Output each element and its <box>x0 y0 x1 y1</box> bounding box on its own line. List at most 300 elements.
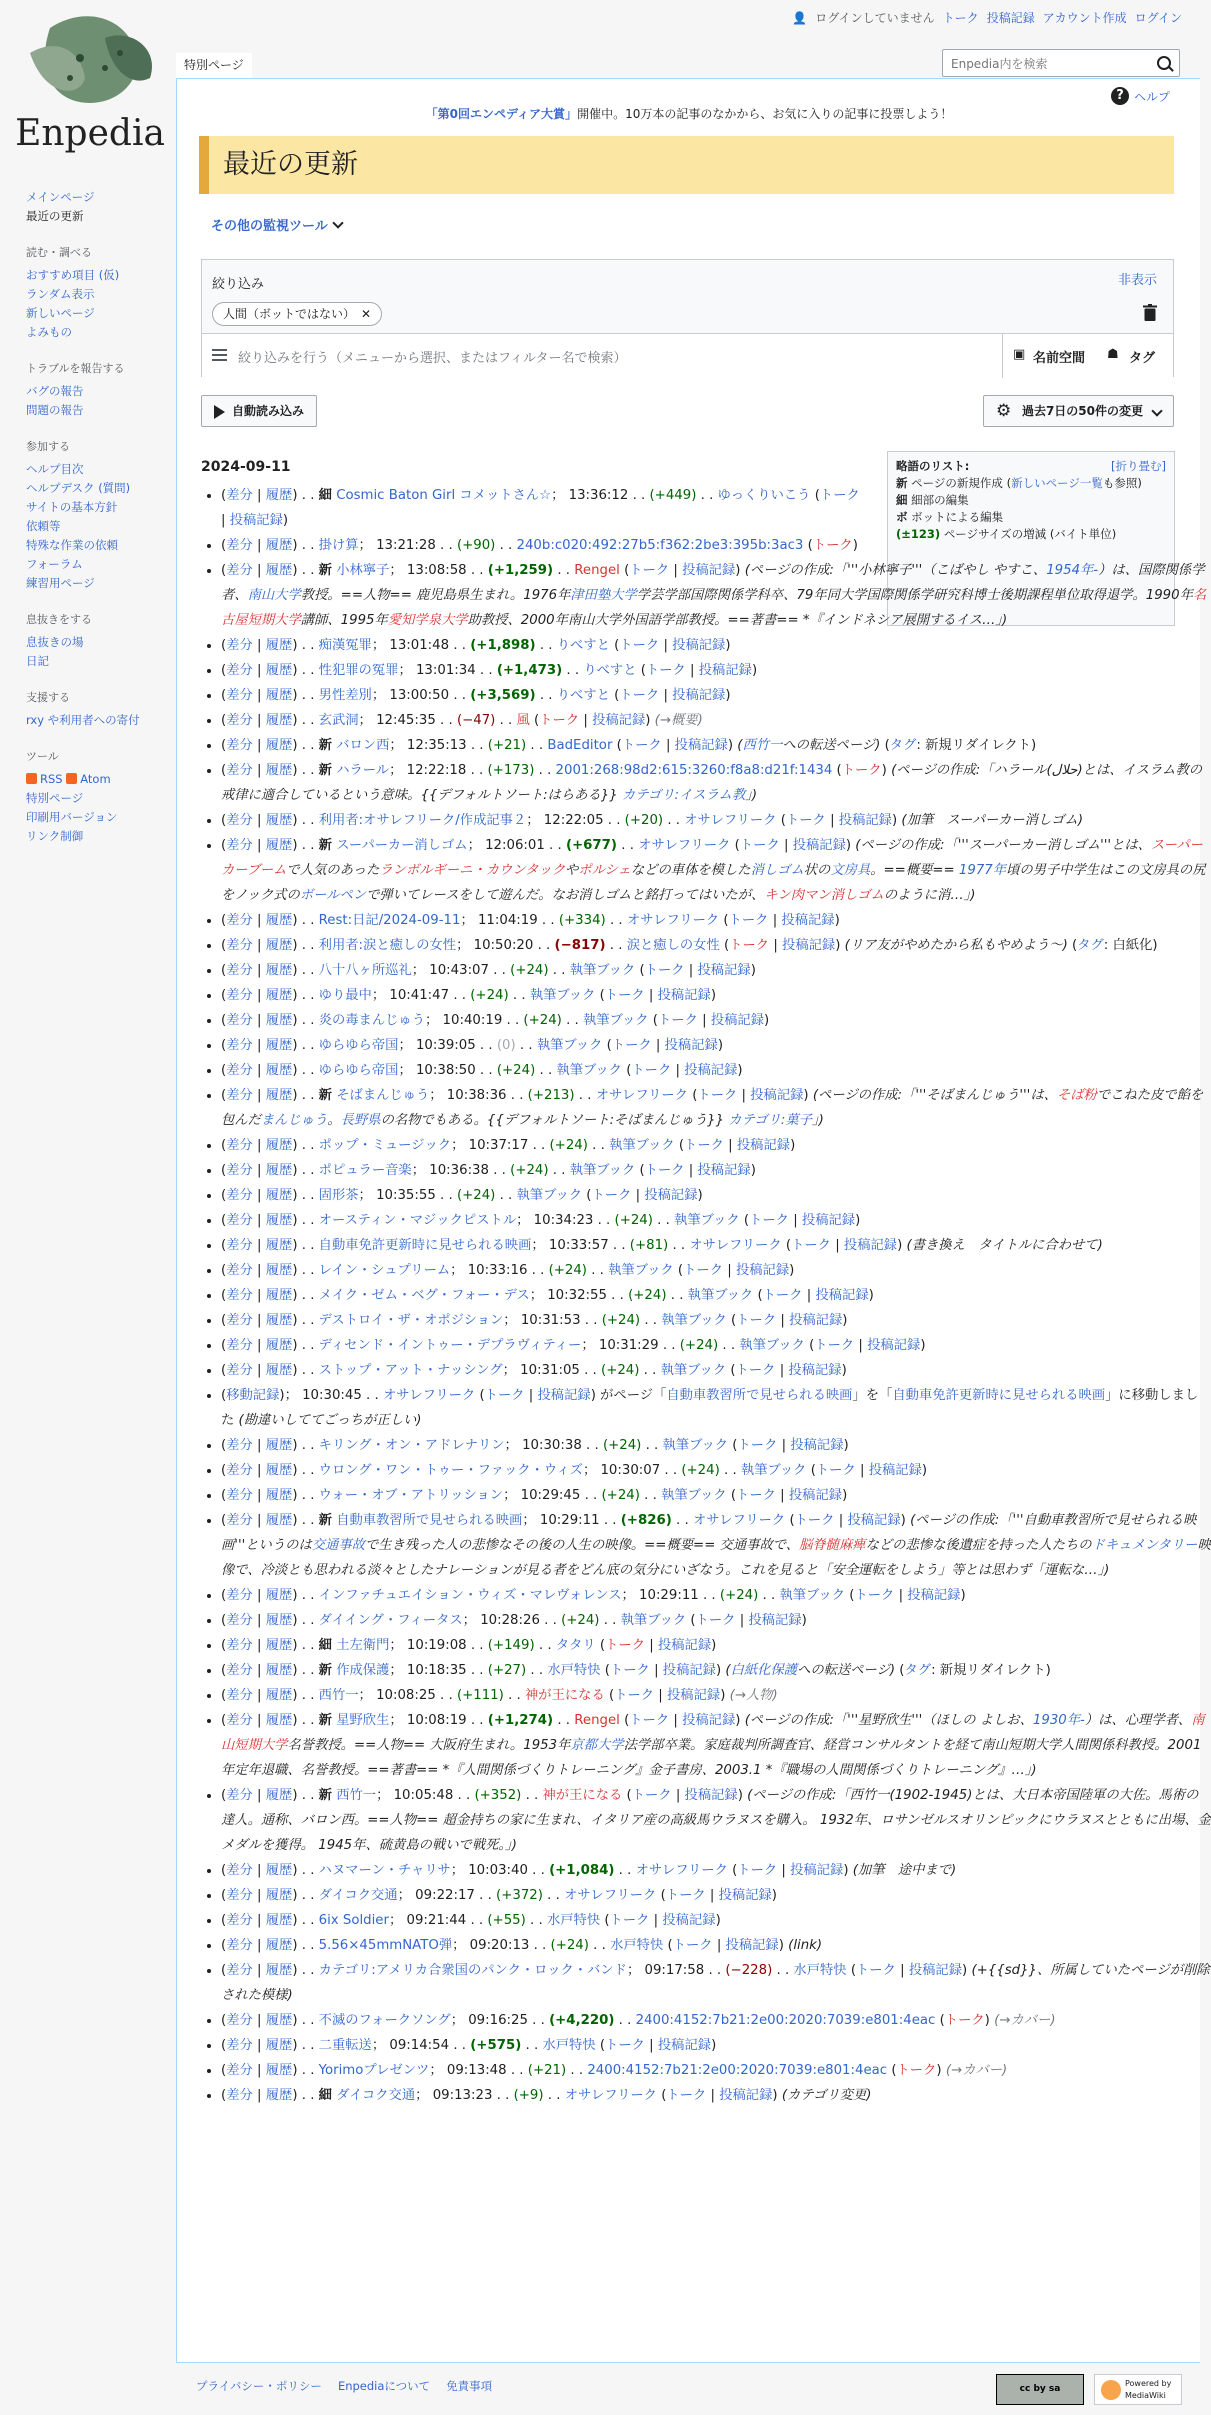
change-link[interactable]: ドキュメンタリー <box>1091 1538 1198 1553</box>
change-link[interactable]: 投稿記録 <box>229 513 283 528</box>
change-link[interactable]: 投稿記録 <box>789 1313 843 1328</box>
change-link[interactable]: 執筆ブック <box>661 1313 727 1328</box>
change-link[interactable]: トーク <box>854 1588 895 1603</box>
change-link[interactable]: トーク <box>672 1938 713 1953</box>
menu-icon[interactable] <box>212 349 227 361</box>
change-link[interactable]: 履歴 <box>265 1588 293 1603</box>
change-link[interactable]: 投稿記録 <box>657 1638 712 1653</box>
change-link[interactable]: 履歴 <box>265 2088 293 2103</box>
change-link[interactable]: 履歴 <box>265 1313 293 1328</box>
change-link[interactable]: トーク <box>737 1863 778 1878</box>
change-link[interactable]: 差分 <box>226 813 253 828</box>
change-link[interactable]: 西竹一 <box>318 1688 359 1703</box>
sidebar-item-new-pages[interactable]: 新しいページ <box>26 306 95 320</box>
change-link[interactable]: トーク <box>644 1163 685 1178</box>
new-pages-link[interactable]: 新しいページ一覧 <box>1011 476 1103 490</box>
change-link[interactable]: オサレフリーク <box>382 1388 476 1403</box>
change-link[interactable]: デストロイ・ザ・オポジション <box>318 1313 504 1328</box>
change-link[interactable]: 履歴 <box>265 813 293 828</box>
change-link[interactable]: 履歴 <box>265 1038 293 1053</box>
change-link[interactable]: トーク <box>749 1213 789 1228</box>
change-link[interactable]: 差分 <box>226 538 253 553</box>
change-link[interactable]: 履歴 <box>265 1263 293 1278</box>
change-link[interactable]: トーク <box>621 738 662 753</box>
change-link[interactable]: ディセンド・イントゥー・デプラヴィティー <box>318 1338 582 1353</box>
change-link[interactable]: キリング・オン・アドレナリン <box>318 1438 505 1453</box>
change-link[interactable]: 長野県 <box>340 1113 381 1128</box>
change-link[interactable]: 投稿記録 <box>697 1163 751 1178</box>
search-box[interactable] <box>942 49 1180 77</box>
change-link[interactable]: トーク <box>739 838 780 853</box>
change-link[interactable]: トーク <box>619 688 660 703</box>
change-link[interactable]: りべすと <box>583 663 637 678</box>
change-link[interactable]: トーク <box>631 1788 672 1803</box>
change-link[interactable]: 投稿記録 <box>748 1613 802 1628</box>
change-link[interactable]: 執筆ブック <box>569 963 636 978</box>
change-link[interactable]: オサレフリーク <box>626 913 720 928</box>
change-link[interactable]: オサレフリーク <box>689 1238 782 1253</box>
hide-filters-link[interactable]: 非表示 <box>1117 273 1157 288</box>
change-link[interactable]: まんじゅう <box>260 1113 328 1128</box>
namespace-button[interactable]: 名前空間 <box>1033 351 1086 366</box>
change-link[interactable]: ダイコク交通 <box>318 1888 398 1903</box>
change-link[interactable]: 南山大学 <box>247 588 301 603</box>
change-link[interactable]: トーク <box>791 1238 831 1253</box>
change-link[interactable]: りべすと <box>556 688 610 703</box>
change-link[interactable]: ウォー・オブ・アトリッション <box>318 1488 504 1503</box>
change-link[interactable]: 交通事故 <box>311 1538 365 1553</box>
help-link[interactable] <box>1111 87 1170 105</box>
change-link[interactable]: トーク <box>657 1013 698 1028</box>
change-link[interactable]: 投稿記録 <box>662 1913 716 1928</box>
change-link[interactable]: トーク <box>815 1463 856 1478</box>
change-link[interactable]: 履歴 <box>265 538 293 553</box>
change-link[interactable]: 執筆ブック <box>620 1613 687 1628</box>
change-link[interactable]: 差分 <box>226 1063 253 1078</box>
change-link[interactable]: 履歴 <box>265 1513 293 1528</box>
change-link[interactable]: 差分 <box>226 938 253 953</box>
change-link[interactable]: 執筆ブック <box>779 1588 846 1603</box>
change-link[interactable]: 差分 <box>226 1313 253 1328</box>
change-link[interactable]: 投稿記録 <box>781 913 835 928</box>
change-link[interactable]: 掛け算 <box>318 538 359 553</box>
change-link[interactable]: 執筆ブック <box>740 1463 807 1478</box>
change-link[interactable]: トーク <box>736 1313 777 1328</box>
change-link[interactable]: 履歴 <box>265 1438 293 1453</box>
change-link[interactable]: 差分 <box>226 988 253 1003</box>
change-link[interactable]: 投稿記録 <box>719 2088 773 2103</box>
change-link[interactable]: 執筆ブック <box>662 1438 729 1453</box>
change-link[interactable]: ハラール <box>336 763 390 778</box>
change-link[interactable]: トーク <box>683 1263 724 1278</box>
change-link[interactable]: 差分 <box>226 1863 253 1878</box>
change-link[interactable]: オサレフリーク <box>692 1513 786 1528</box>
change-link[interactable]: 投稿記録 <box>788 1363 842 1378</box>
change-link[interactable]: トーク <box>762 1288 803 1303</box>
change-link[interactable]: 差分 <box>226 688 253 703</box>
sidebar-item-helpdesk[interactable]: ヘルプデスク (質問) <box>26 481 131 495</box>
watch-tools-menu[interactable] <box>211 215 342 234</box>
change-link[interactable]: 履歴 <box>265 938 293 953</box>
change-link[interactable]: 水戸特快 <box>793 1963 847 1978</box>
change-link[interactable]: 執筆ブック <box>674 1213 740 1228</box>
change-link[interactable]: 差分 <box>226 1463 253 1478</box>
change-link[interactable]: ゆらゆら帝国 <box>318 1038 399 1053</box>
change-link[interactable]: 1977年 <box>958 863 1007 878</box>
change-link[interactable]: 投稿記録 <box>698 663 752 678</box>
change-link[interactable]: 固形茶 <box>318 1188 359 1203</box>
change-link[interactable]: 差分 <box>226 1663 253 1678</box>
change-link[interactable]: ハヌマーン・チャリサ <box>318 1863 451 1878</box>
change-link[interactable]: 履歴 <box>265 1463 293 1478</box>
sidebar-item-random[interactable]: ランダム表示 <box>26 287 95 301</box>
change-link[interactable]: 差分 <box>226 1788 253 1803</box>
change-link[interactable]: 投稿記録 <box>790 1438 844 1453</box>
change-link[interactable]: 自動車教習所で見せられる映画 <box>666 1388 853 1403</box>
change-link[interactable]: トーク <box>609 1663 650 1678</box>
change-link[interactable]: 執筆ブック <box>608 1263 674 1278</box>
change-link[interactable]: 差分 <box>226 1638 253 1653</box>
change-link[interactable]: トーク <box>735 1363 776 1378</box>
change-link[interactable]: 痴漢冤罪 <box>318 638 372 653</box>
sidebar-item-link-control[interactable]: リンク制御 <box>26 829 84 843</box>
footer-about-link[interactable]: Enpediaについて <box>337 2379 431 2393</box>
change-link[interactable]: 差分 <box>226 1138 253 1153</box>
sidebar-item-rest-place[interactable]: 息抜きの場 <box>26 635 84 649</box>
change-link[interactable]: 履歴 <box>265 1213 293 1228</box>
change-link[interactable]: 白紙化保護 <box>730 1663 798 1678</box>
sidebar-item-main-page[interactable]: メインページ <box>26 190 95 204</box>
change-link[interactable]: トーク <box>697 1088 738 1103</box>
change-link[interactable]: 自動車教習所で見せられる映画 <box>336 1513 523 1528</box>
change-link[interactable]: 投稿記録 <box>682 563 736 578</box>
change-link[interactable]: 履歴 <box>265 1138 293 1153</box>
change-link[interactable]: 執筆ブック <box>536 1038 603 1053</box>
sidebar-item-readings[interactable]: よみもの <box>26 325 72 339</box>
change-link[interactable]: タタリ <box>555 1638 596 1653</box>
sidebar-item-print[interactable]: 印刷用バージョン <box>26 810 118 824</box>
change-link[interactable]: 5.56×45mmNATO弾 <box>318 1938 453 1953</box>
sidebar-item-recent-changes[interactable]: 最近の更新 <box>26 209 84 223</box>
change-link[interactable]: 差分 <box>226 838 253 853</box>
change-link[interactable]: 投稿記録 <box>537 1388 591 1403</box>
change-link[interactable]: オサレフリーク <box>564 1888 657 1903</box>
change-link[interactable]: バロン西 <box>336 738 390 753</box>
change-link[interactable]: 水戸特快 <box>546 1913 601 1928</box>
change-link[interactable]: 履歴 <box>265 1363 293 1378</box>
change-link[interactable]: トーク <box>665 1888 706 1903</box>
change-link[interactable]: 履歴 <box>265 2063 293 2078</box>
change-link[interactable]: トーク <box>737 1438 778 1453</box>
change-link[interactable]: 履歴 <box>265 1088 293 1103</box>
change-link[interactable]: 履歴 <box>265 1163 293 1178</box>
change-link[interactable]: 男性差別 <box>318 688 372 703</box>
change-link[interactable]: 差分 <box>226 1688 253 1703</box>
change-link[interactable]: 投稿記録 <box>710 1013 764 1028</box>
change-link[interactable]: 執筆ブック <box>556 1063 622 1078</box>
change-link[interactable]: トーク <box>614 1688 655 1703</box>
change-link[interactable]: 投稿記録 <box>847 1513 901 1528</box>
change-link[interactable]: トーク <box>605 2038 645 2053</box>
change-link[interactable]: 履歴 <box>265 1963 293 1978</box>
change-link[interactable]: 投稿記録 <box>684 1063 738 1078</box>
change-link[interactable]: 文房具 <box>830 863 871 878</box>
sidebar-item-featured[interactable]: おすすめ項目 (仮) <box>26 268 120 282</box>
change-link[interactable]: Rest:日記/2024-09-11 <box>318 913 461 928</box>
change-link[interactable]: 投稿記録 <box>718 1888 772 1903</box>
change-link[interactable]: 利用者:オサレフリーク/作成記事２ <box>318 813 527 828</box>
filter-chip-human[interactable] <box>212 302 382 326</box>
change-link[interactable]: 水戸特快 <box>542 2038 596 2053</box>
change-link[interactable]: 履歴 <box>265 913 293 928</box>
change-link[interactable]: トーク <box>609 1913 650 1928</box>
sidebar-item-special-requests[interactable]: 特殊な作業の依頼 <box>26 538 118 552</box>
change-link[interactable]: 差分 <box>226 2063 253 2078</box>
change-link[interactable]: 差分 <box>226 1713 253 1728</box>
change-link[interactable]: 執筆ブック <box>661 1488 727 1503</box>
change-link[interactable]: 履歴 <box>265 1188 293 1203</box>
search-input[interactable] <box>949 51 1153 77</box>
change-link[interactable]: トーク <box>666 2088 707 2103</box>
change-link[interactable]: 差分 <box>226 1013 253 1028</box>
change-link[interactable]: 差分 <box>226 638 253 653</box>
change-link[interactable]: 投稿記録 <box>644 1188 698 1203</box>
change-link[interactable]: スーパーカー消しゴム <box>336 838 468 853</box>
change-link[interactable]: レイン・シュプリーム <box>318 1263 451 1278</box>
change-link[interactable]: ゆり最中 <box>318 988 372 1003</box>
change-link[interactable]: 投稿記録 <box>697 963 751 978</box>
trash-icon[interactable] <box>1143 304 1157 321</box>
change-link[interactable]: 利用者:涙と癒しの女性 <box>318 938 457 953</box>
change-link[interactable]: 西竹一 <box>742 738 783 753</box>
change-link[interactable]: タグ <box>1077 938 1104 953</box>
change-link[interactable]: 差分 <box>226 1263 253 1278</box>
change-link[interactable]: ストップ・アット・ナッシング <box>318 1363 503 1378</box>
change-link[interactable]: 履歴 <box>265 1688 293 1703</box>
change-link[interactable]: 履歴 <box>265 2013 293 2028</box>
change-link[interactable]: 履歴 <box>265 1013 293 1028</box>
change-link[interactable]: 差分 <box>226 2038 253 2053</box>
change-link[interactable]: 履歴 <box>265 1938 293 1953</box>
change-link[interactable]: 玄武洞 <box>318 713 359 728</box>
change-link[interactable]: トーク <box>619 638 660 653</box>
change-link[interactable]: 差分 <box>226 1963 253 1978</box>
atom-link[interactable]: Atom <box>80 772 111 786</box>
change-link[interactable]: 執筆ブック <box>660 1363 727 1378</box>
change-link[interactable]: 投稿記録 <box>792 838 846 853</box>
change-link[interactable]: 自動車免許更新時に見せられる映画 <box>892 1388 1106 1403</box>
change-link[interactable]: 1954年- <box>1046 563 1099 578</box>
site-logo[interactable] <box>10 8 170 158</box>
change-link[interactable]: 差分 <box>226 1163 253 1178</box>
change-link[interactable]: 投稿記録 <box>838 813 892 828</box>
change-link[interactable]: 履歴 <box>265 988 293 1003</box>
period-options-button[interactable] <box>983 395 1174 427</box>
sidebar-item-help[interactable]: ヘルプ目次 <box>26 462 84 476</box>
change-link[interactable]: 投稿記録 <box>664 1038 718 1053</box>
change-link[interactable]: 投稿記録 <box>657 988 711 1003</box>
legend-collapse-link[interactable]: [折り畳む] <box>1111 459 1166 473</box>
change-link[interactable]: トーク <box>611 1038 652 1053</box>
change-link[interactable]: ゆらゆら帝国 <box>318 1063 399 1078</box>
change-link[interactable]: タグ <box>904 1663 932 1678</box>
change-link[interactable]: 差分 <box>226 663 253 678</box>
change-link[interactable]: 投稿記録 <box>684 1788 738 1803</box>
change-link[interactable]: 2001:268:98d2:615:3260:f8a8:d21f:1434 <box>555 763 833 778</box>
change-link[interactable]: 差分 <box>226 1213 253 1228</box>
change-link[interactable]: 差分 <box>226 1288 253 1303</box>
sidebar-item-diary[interactable]: 日記 <box>26 654 49 668</box>
cc-license-badge[interactable]: cc by sa <box>996 2374 1084 2405</box>
change-link[interactable]: 投稿記録 <box>674 738 728 753</box>
change-link[interactable]: ウロング・ワン・トゥー・ファック・ウィズ <box>318 1463 583 1478</box>
change-link[interactable]: 小林寧子 <box>336 563 390 578</box>
sidebar-item-requests[interactable]: 依頼等 <box>26 519 61 533</box>
change-link[interactable]: トーク <box>644 963 685 978</box>
change-link[interactable]: トーク <box>629 1713 670 1728</box>
change-link[interactable]: りべすと <box>556 638 610 653</box>
change-link[interactable]: 履歴 <box>265 963 293 978</box>
change-link[interactable]: 履歴 <box>265 488 293 503</box>
login-link[interactable]: ログイン <box>1134 11 1182 25</box>
change-link[interactable]: トーク <box>814 1338 855 1353</box>
change-link[interactable]: ゆっくりいこう <box>717 488 811 503</box>
change-link[interactable]: 履歴 <box>265 1888 293 1903</box>
change-link[interactable]: 西竹一 <box>336 1788 377 1803</box>
change-link[interactable]: 投稿記録 <box>725 1938 779 1953</box>
change-link[interactable]: 涙と癒しの女性 <box>626 938 720 953</box>
change-link[interactable]: 履歴 <box>265 688 293 703</box>
change-link[interactable]: 差分 <box>226 1588 253 1603</box>
change-link[interactable]: 履歴 <box>265 638 293 653</box>
change-link[interactable]: カテゴリ:イスラム教 <box>621 788 746 803</box>
change-link[interactable]: 履歴 <box>265 1238 293 1253</box>
change-link[interactable]: 差分 <box>226 1088 253 1103</box>
change-link[interactable]: そばまんじゅう <box>336 1088 430 1103</box>
change-link[interactable]: オースティン・マジックピストル <box>318 1213 517 1228</box>
change-link[interactable]: 差分 <box>226 2088 253 2103</box>
change-link[interactable]: ポピュラー音楽 <box>318 1163 412 1178</box>
change-link[interactable]: 1930年- <box>1032 1713 1085 1728</box>
sidebar-item-special-pages[interactable]: 特別ページ <box>26 791 84 805</box>
change-link[interactable]: 投稿記録 <box>867 1338 921 1353</box>
auto-reload-button[interactable]: 自動読み込み <box>201 395 317 427</box>
change-link[interactable]: 水戸特快 <box>547 1663 601 1678</box>
create-account-link[interactable]: アカウント作成 <box>1042 11 1127 25</box>
change-link[interactable]: 投稿記録 <box>801 1213 856 1228</box>
change-link[interactable]: 執筆ブック <box>739 1338 805 1353</box>
contribs-link[interactable]: 投稿記録 <box>986 11 1035 25</box>
change-link[interactable]: 差分 <box>226 963 253 978</box>
change-link[interactable]: 差分 <box>226 1338 253 1353</box>
change-link[interactable]: 差分 <box>226 1613 253 1628</box>
change-link[interactable]: 投稿記録 <box>750 1088 804 1103</box>
change-link[interactable]: トーク <box>631 1063 672 1078</box>
rss-link[interactable]: RSS <box>40 772 63 786</box>
change-link[interactable]: 差分 <box>226 1188 253 1203</box>
change-link[interactable]: トーク <box>819 488 860 503</box>
close-icon[interactable]: ✕ <box>361 307 372 321</box>
change-link[interactable]: トーク <box>629 563 670 578</box>
change-link[interactable]: 投稿記録 <box>868 1463 922 1478</box>
change-link[interactable]: 履歴 <box>265 1863 293 1878</box>
change-link[interactable]: 履歴 <box>265 713 293 728</box>
change-link[interactable]: 投稿記録 <box>662 1663 716 1678</box>
change-link[interactable]: トーク <box>484 1388 525 1403</box>
change-link[interactable]: 差分 <box>226 1913 253 1928</box>
change-link[interactable]: 投稿記録 <box>782 938 836 953</box>
change-link[interactable]: 履歴 <box>265 1638 293 1653</box>
change-link[interactable]: 履歴 <box>265 2038 293 2053</box>
change-link[interactable]: 投稿記録 <box>907 1588 961 1603</box>
change-link[interactable]: トーク <box>684 1138 724 1153</box>
change-link[interactable]: 差分 <box>226 1363 253 1378</box>
change-link[interactable]: 差分 <box>226 1038 253 1053</box>
change-link[interactable]: 投稿記録 <box>672 688 726 703</box>
mediawiki-badge[interactable]: Powered by MediaWiki <box>1094 2374 1182 2405</box>
search-icon[interactable] <box>1157 56 1171 70</box>
change-link[interactable]: 投稿記録 <box>682 1713 736 1728</box>
change-link[interactable]: トーク <box>785 813 826 828</box>
change-link[interactable]: 差分 <box>226 563 253 578</box>
change-link[interactable]: 性犯罪の冤罪 <box>318 663 399 678</box>
change-link[interactable]: 移動記録 <box>226 1388 280 1403</box>
filter-search-bar[interactable] <box>202 333 1173 378</box>
change-link[interactable]: 執筆ブック <box>687 1288 754 1303</box>
change-link[interactable]: メイク・ゼム・ベグ・フォー・デス <box>318 1288 530 1303</box>
change-link[interactable]: オサレフリーク <box>638 838 731 853</box>
change-link[interactable]: 差分 <box>226 763 253 778</box>
sidebar-item-issue-report[interactable]: 問題の報告 <box>26 403 84 417</box>
change-link[interactable]: ボールペン <box>299 888 367 903</box>
change-link[interactable]: 履歴 <box>265 663 293 678</box>
change-link[interactable]: トーク <box>856 1963 896 1978</box>
change-link[interactable]: Yorimoプレゼンツ <box>318 2063 430 2078</box>
change-link[interactable]: 不滅のフォークソング <box>318 2013 451 2028</box>
change-link[interactable]: 履歴 <box>265 1663 293 1678</box>
change-link[interactable]: 執筆ブック <box>529 988 596 1003</box>
change-link[interactable]: 消しゴム <box>750 863 804 878</box>
change-link[interactable]: 執筆ブック <box>569 1163 636 1178</box>
change-link[interactable]: 履歴 <box>265 1338 293 1353</box>
change-link[interactable]: トーク <box>736 1488 776 1503</box>
change-link[interactable]: 履歴 <box>265 1063 293 1078</box>
change-link[interactable]: BadEditor <box>547 738 613 753</box>
footer-privacy-link[interactable]: プライバシー・ポリシー <box>196 2379 322 2393</box>
change-link[interactable]: 自動車免許更新時に見せられる映画 <box>318 1238 532 1253</box>
change-link[interactable]: 八十八ヶ所巡礼 <box>318 963 412 978</box>
change-link[interactable]: 投稿記録 <box>790 1863 844 1878</box>
change-link[interactable]: 作成保護 <box>336 1663 390 1678</box>
change-link[interactable]: 履歴 <box>265 1613 293 1628</box>
filter-search-placeholder[interactable]: 絞り込みを行う（メニューから選択、またはフィルター名で検索） <box>238 351 627 366</box>
change-link[interactable]: オサレフリーク <box>635 1863 728 1878</box>
change-link[interactable]: タグ <box>889 738 917 753</box>
change-link[interactable]: 2400:4152:7b21:2e00:2020:7039:e801:4eac <box>635 2013 936 2028</box>
tab-special-page[interactable]: 特別ページ <box>176 53 252 79</box>
change-link[interactable]: 投稿記録 <box>815 1288 869 1303</box>
change-link[interactable]: Cosmic Baton Girl コメットさん☆ <box>336 488 552 503</box>
change-link[interactable]: 差分 <box>226 1238 253 1253</box>
change-link[interactable]: 二重転送 <box>318 2038 372 2053</box>
change-link[interactable]: 星野欣生 <box>336 1713 390 1728</box>
change-link[interactable]: 差分 <box>226 1488 253 1503</box>
change-link[interactable]: 投稿記録 <box>657 2038 712 2053</box>
sidebar-item-bug-report[interactable]: バグの報告 <box>26 384 84 398</box>
change-link[interactable]: 履歴 <box>265 1788 293 1803</box>
change-link[interactable]: 差分 <box>226 1513 253 1528</box>
change-link[interactable]: 差分 <box>226 913 253 928</box>
